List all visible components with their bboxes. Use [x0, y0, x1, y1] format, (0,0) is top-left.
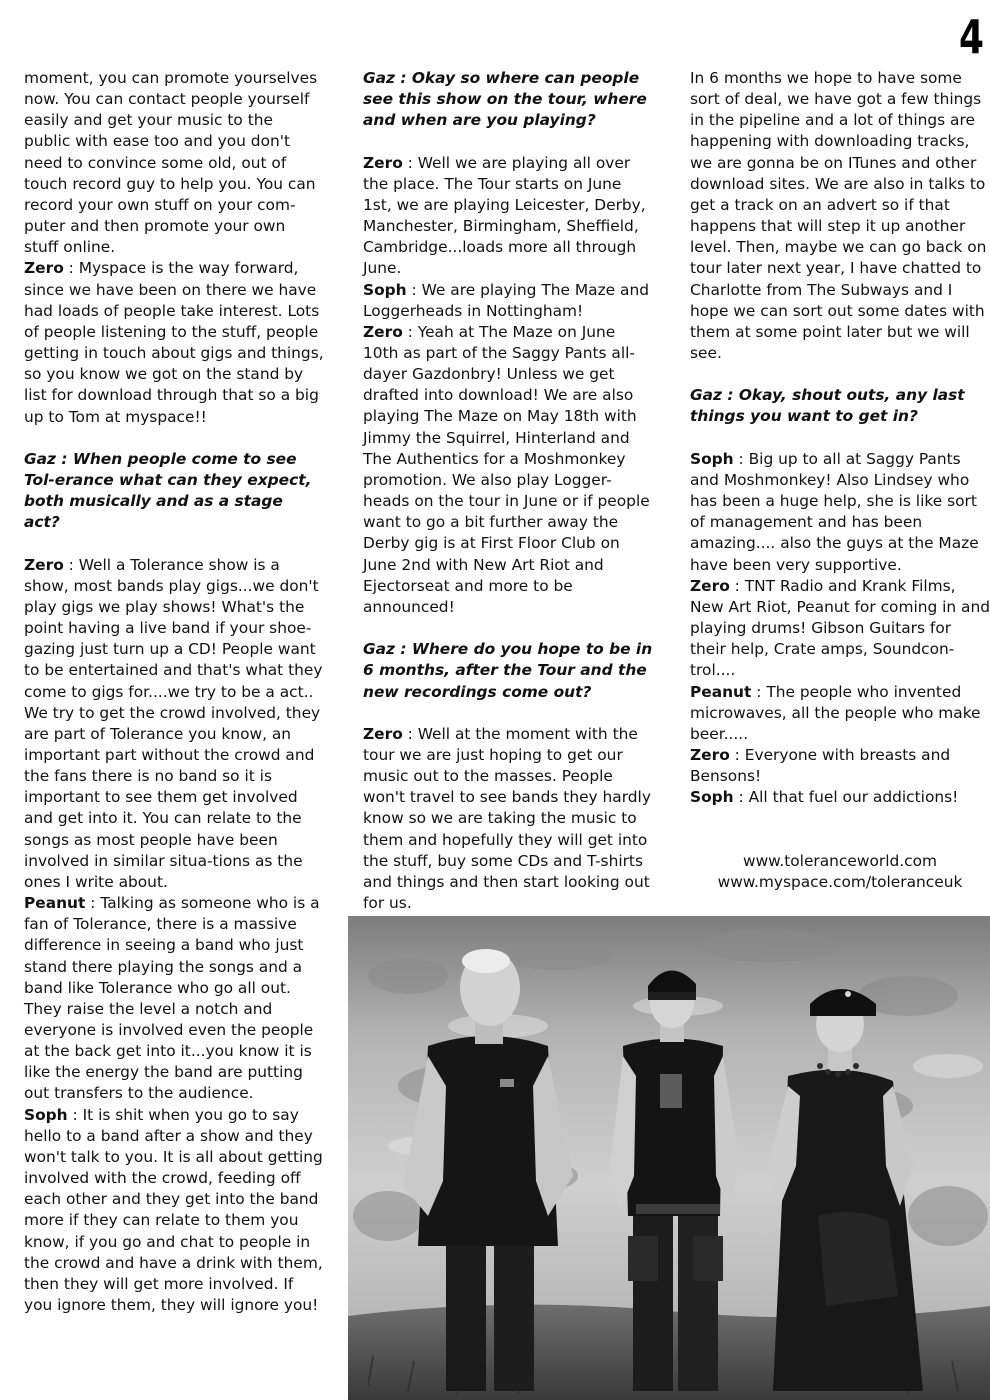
interview-question: Gaz : Where do you hope to be in 6 months, after the Tour and the new recordings come out?	[363, 640, 653, 701]
interview-answer	[363, 322, 653, 618]
website-links	[690, 851, 990, 893]
answer-text: : Everyone with breasts and Bensons!	[690, 745, 951, 786]
speaker-name: Zero	[690, 576, 730, 595]
speaker-name: Zero	[24, 259, 64, 278]
interview-answer	[363, 280, 653, 322]
interview-answer	[363, 153, 653, 280]
answer-text: : Big up to all at Saggy Pants and Moshmonkey! Also Lindsey who has been a huge help, she is like sort of management and has been amazing.... also the guys at the Maze have been very supportive.	[690, 449, 979, 574]
paragraph-gap	[363, 131, 653, 152]
page-number: 4	[959, 10, 984, 64]
interview-answer	[24, 555, 324, 894]
answer-text: : All that fuel our addictions!	[733, 788, 959, 807]
speaker-name: Zero	[363, 153, 403, 172]
column-left	[24, 68, 324, 1316]
paragraph-gap	[690, 830, 990, 851]
paragraph-gap	[24, 533, 324, 554]
interview-answer	[24, 258, 324, 427]
speaker-name: Zero	[690, 745, 730, 764]
myspace-link[interactable]: www.myspace.com/toleranceuk	[717, 872, 963, 891]
answer-text: : Well at the moment with the tour we are just hoping to get our music out to the masses. People won't travel to see bands they hardly know so we are taking the music to them and hopefully they will get into the stuff, buy some CDs and T-shirts and things and then start looking out for us.	[363, 724, 651, 913]
answer-text: : Talking as someone who is a fan of Tolerance, there is a massive difference in seeing a band who just stand there playing the songs and a band like Tolerance who go all out. They raise the level a notch and everyone is involved even the people at the back get into it...you know it is like the energy the band are putting out transfers to the audience.	[24, 894, 320, 1103]
paragraph-gap	[363, 618, 653, 639]
speaker-name: Peanut	[690, 682, 752, 701]
website-link[interactable]: www.toleranceworld.com	[742, 851, 938, 870]
interview-answer	[363, 724, 653, 914]
answer-text: : We are playing The Maze and Loggerheads in Nottingham!	[363, 280, 649, 320]
paragraph-gap	[690, 428, 990, 449]
answer-text: : Yeah at The Maze on June 10th as part of the Saggy Pants all-dayer Gazdonbry! Unless we get drafted into download! We are also playing The Maze on May 18th with Jimmy the Squirrel, Hinterland and The Authentics for a Moshmonkey promotion. We also play Logger-heads on the tour in June or if people want to go a bit further away the Derby gig is at First Floor Club on June 2nd with New Art Riot and Ejectorseat and more to be announced!	[363, 322, 650, 616]
column-right	[690, 68, 990, 893]
interview-answer	[690, 787, 990, 808]
interview-answer	[24, 893, 324, 1105]
speaker-name: Soph	[690, 788, 734, 807]
speaker-name: Soph	[690, 449, 734, 468]
band-photo-illustration	[348, 916, 990, 1400]
speaker-name: Zero	[24, 555, 64, 574]
band-photo	[348, 916, 990, 1400]
answer-text: : The people who invented microwaves, all the people who make beer.....	[690, 682, 981, 743]
interview-answer	[690, 449, 990, 576]
speaker-name: Soph	[24, 1105, 68, 1124]
interview-question: Gaz : When people come to see Tol-erance what can they expect, both musically and as a stage act?	[24, 449, 312, 532]
answer-text: : It is shit when you go to say hello to a band after a show and they won't talk to you. It is all about getting involved with the crowd, feeding off each other and they get into the band more if they can relate to them you know, if you go and chat to people in the crowd and have a drink with them, then they will get more involved. If you ignore them, they will ignore you!	[24, 1105, 323, 1315]
speaker-name: Zero	[363, 322, 403, 341]
interview-question: Gaz : Okay, shout outs, any last things you want to get in?	[690, 386, 965, 426]
paragraph-gap	[363, 703, 653, 724]
body-paragraph: moment, you can promote yourselves now. You can contact people yourself easily and get your music to the public with ease too and you don't need to convince some old, out of touch record guy to help you. You can record your own stuff on your com-puter and then promote your own stuff online.	[24, 69, 318, 257]
paragraph-gap	[690, 808, 990, 829]
interview-question: Gaz : Okay so where can people see this show on the tour, where and when are you playing?	[363, 69, 647, 130]
column-middle	[363, 68, 653, 914]
paragraph-gap	[690, 364, 990, 385]
answer-text: : Myspace is the way forward, since we have been on there we have had loads of people take interest. Lots of people listening to the stuff, people getting in touch about gigs and things, so you know we got on the stand by list for download through that so a big up to Tom at myspace!!	[24, 259, 324, 426]
speaker-name: Peanut	[24, 894, 86, 913]
body-paragraph: In 6 months we hope to have some sort of deal, we have got a few things in the pipeline and a lot of things are happening with downloading tracks, we are gonna be on ITunes and other download sites. We are also in talks to get a track on an advert so if that happens that will step it up another level. Then, maybe we can go back on tour later next year, I have chatted to Charlotte from The Subways and I hope we can sort out some dates with them at some point later but we will see.	[690, 69, 987, 363]
interview-answer	[690, 576, 990, 682]
answer-text: : Well a Tolerance show is a show, most bands play gigs...we don't play gigs we play shows! What's the point having a live band if your shoe-gazing just turn up a CD! People want to be entertained and that's what they come to gigs for....we try to be a act.. We try to get the crowd involved, they are part of Tolerance you know, an important part without the crowd and the fans there is no band so it is important to see them get involved and get into it. You can relate to the songs as most people have been involved in similar situa-tions as the ones I write about.	[24, 555, 323, 891]
speaker-name: Soph	[363, 280, 407, 299]
paragraph-gap	[24, 428, 324, 449]
answer-text: : TNT Radio and Krank Films, New Art Riot, Peanut for coming in and playing drums! Gibson Guitars for their help, Crate amps, Soundcon-trol....	[690, 576, 990, 680]
answer-text: : Well we are playing all over the place. The Tour starts on June 1st, we are playing Leicester, Derby, Manchester, Birmingham, Sheffield, Cambridge...loads more all through June.	[363, 153, 646, 278]
interview-answer	[24, 1105, 324, 1317]
interview-answer	[690, 745, 990, 787]
speaker-name: Zero	[363, 724, 403, 743]
interview-answer	[690, 682, 990, 745]
